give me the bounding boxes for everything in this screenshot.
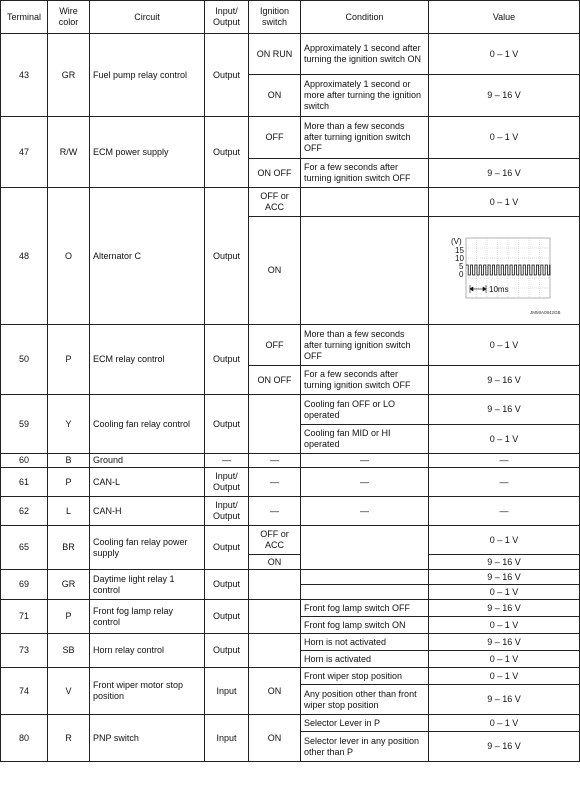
circuit-cell: ECM power supply	[90, 117, 205, 188]
value-cell: 0 – 1 V	[429, 188, 580, 217]
condition-cell: Any position other than front wiper stop position	[301, 685, 429, 715]
value-cell: 9 – 16 V	[429, 366, 580, 395]
tick-label: 0	[459, 270, 464, 279]
terminal-cell: 65	[1, 526, 48, 570]
terminal-cell: 73	[1, 634, 48, 668]
io-cell: Output	[205, 600, 249, 634]
value-cell: 0 – 1 V	[429, 325, 580, 366]
condition-cell: Front fog lamp switch ON	[301, 617, 429, 634]
wire-color-cell: P	[48, 600, 90, 634]
io-cell: Output	[205, 634, 249, 668]
condition-cell: Front wiper stop position	[301, 668, 429, 685]
circuit-cell: PNP switch	[90, 715, 205, 762]
value-cell: 9 – 16 V	[429, 555, 580, 570]
condition-cell: Horn is activated	[301, 651, 429, 668]
condition-cell: For a few seconds after turning ignition switch OFF	[301, 159, 429, 188]
condition-cell	[301, 585, 429, 600]
table-row	[1, 600, 580, 617]
wire-color-cell: R	[48, 715, 90, 762]
table-row	[1, 468, 580, 497]
condition-cell	[301, 570, 429, 585]
ignition-cell: ON	[249, 217, 301, 325]
terminal-cell: 47	[1, 117, 48, 188]
value-cell: 0 – 1 V	[429, 117, 580, 159]
table-row	[1, 715, 580, 732]
wire-color-cell: BR	[48, 526, 90, 570]
condition-cell: —	[301, 468, 429, 497]
figure-code: JMMIA0842GB	[530, 310, 561, 315]
value-cell: 9 – 16 V	[429, 570, 580, 585]
circuit-cell: CAN-H	[90, 497, 205, 526]
ignition-cell: ON OFF	[249, 159, 301, 188]
circuit-cell: Cooling fan relay power supply	[90, 526, 205, 570]
header-terminal: Terminal	[1, 1, 48, 34]
ignition-cell: OFF	[249, 117, 301, 159]
condition-cell: —	[301, 497, 429, 526]
value-cell: 9 – 16 V	[429, 685, 580, 715]
circuit-cell: ECM relay control	[90, 325, 205, 395]
io-cell: Output	[205, 34, 249, 117]
condition-cell	[301, 188, 429, 217]
terminal-cell: 71	[1, 600, 48, 634]
circuit-cell: CAN-L	[90, 468, 205, 497]
circuit-cell: Front fog lamp relay control	[90, 600, 205, 634]
table-row	[1, 497, 580, 526]
table-row	[1, 188, 580, 217]
wire-color-cell: P	[48, 468, 90, 497]
value-cell: 0 – 1 V	[429, 668, 580, 685]
terminal-cell: 60	[1, 454, 48, 468]
value-cell: —	[429, 468, 580, 497]
table-row	[1, 34, 580, 75]
table-row	[1, 325, 580, 366]
wire-color-cell: GR	[48, 570, 90, 600]
wire-color-cell: P	[48, 325, 90, 395]
condition-cell	[301, 217, 429, 325]
header-row	[1, 1, 580, 34]
wire-color-cell: L	[48, 497, 90, 526]
io-cell: Output	[205, 325, 249, 395]
io-cell: Output	[205, 188, 249, 325]
io-cell: Input/ Output	[205, 468, 249, 497]
io-cell: Output	[205, 526, 249, 570]
wire-color-cell: B	[48, 454, 90, 468]
condition-cell: —	[301, 454, 429, 468]
condition-cell	[301, 526, 429, 570]
wire-color-cell: R/W	[48, 117, 90, 188]
header-wire-color: Wire color	[48, 1, 90, 34]
terminal-cell: 61	[1, 468, 48, 497]
ignition-cell	[249, 570, 301, 600]
ignition-cell	[249, 600, 301, 634]
terminal-cell: 69	[1, 570, 48, 600]
ignition-cell: OFF or ACC	[249, 188, 301, 217]
tick-label: 10	[455, 254, 464, 263]
wire-color-cell: Y	[48, 395, 90, 454]
header-input-output: Input/ Output	[205, 1, 249, 34]
condition-cell: Selector Lever in P	[301, 715, 429, 732]
table-row	[1, 668, 580, 685]
ignition-cell: ON OFF	[249, 366, 301, 395]
ignition-cell: ON	[249, 75, 301, 117]
ignition-cell	[249, 395, 301, 454]
ignition-cell: —	[249, 497, 301, 526]
ignition-cell: ON RUN	[249, 34, 301, 75]
condition-cell: More than a few seconds after turning ignition switch OFF	[301, 117, 429, 159]
io-cell: —	[205, 454, 249, 468]
condition-cell: Approximately 1 second or more after turning the ignition switch	[301, 75, 429, 117]
value-cell: —	[429, 497, 580, 526]
terminal-cell: 74	[1, 668, 48, 715]
io-cell: Output	[205, 117, 249, 188]
tick-label: 5	[459, 262, 464, 271]
value-cell: 9 – 16 V	[429, 75, 580, 117]
value-cell: 9 – 16 V	[429, 395, 580, 425]
condition-cell: Cooling fan OFF or LO operated	[301, 395, 429, 425]
value-cell: 9 – 16 V	[429, 600, 580, 617]
ignition-cell: ON	[249, 715, 301, 762]
io-cell: Input	[205, 715, 249, 762]
value-cell: —	[429, 454, 580, 468]
time-marker	[470, 285, 486, 293]
waveform-unit: (V)	[451, 237, 462, 246]
circuit-cell: Cooling fan relay control	[90, 395, 205, 454]
condition-cell: Cooling fan MID or HI operated	[301, 425, 429, 454]
table-row	[1, 526, 580, 555]
circuit-cell: Alternator C	[90, 188, 205, 325]
table-row	[1, 117, 580, 159]
circuit-cell: Front wiper motor stop position	[90, 668, 205, 715]
condition-cell: Selector lever in any position other than P	[301, 732, 429, 762]
waveform-graph	[429, 217, 579, 321]
value-cell: 0 – 1 V	[429, 526, 580, 555]
value-cell: 0 – 1 V	[429, 425, 580, 454]
wire-color-cell: SB	[48, 634, 90, 668]
value-cell: 0 – 1 V	[429, 651, 580, 668]
header-circuit: Circuit	[90, 1, 205, 34]
header-value: Value	[429, 1, 580, 34]
ignition-cell: OFF or ACC	[249, 526, 301, 555]
wire-color-cell: V	[48, 668, 90, 715]
terminal-cell: 48	[1, 188, 48, 325]
ignition-cell: ON	[249, 555, 301, 570]
value-cell: 0 – 1 V	[429, 34, 580, 75]
ignition-cell: —	[249, 468, 301, 497]
tick-label: 15	[455, 246, 464, 255]
io-cell: Output	[205, 570, 249, 600]
terminal-cell: 59	[1, 395, 48, 454]
value-cell: 0 – 1 V	[429, 617, 580, 634]
time-label: 10ms	[489, 285, 509, 294]
value-cell: 0 – 1 V	[429, 715, 580, 732]
waveform-cell	[429, 217, 580, 325]
ignition-cell: ON	[249, 668, 301, 715]
circuit-cell: Horn relay control	[90, 634, 205, 668]
table-row	[1, 454, 580, 468]
io-cell: Output	[205, 395, 249, 454]
terminal-cell: 80	[1, 715, 48, 762]
circuit-cell: Fuel pump relay control	[90, 34, 205, 117]
table-row	[1, 395, 580, 425]
terminal-cell: 62	[1, 497, 48, 526]
ignition-cell: OFF	[249, 325, 301, 366]
condition-cell: Horn is not activated	[301, 634, 429, 651]
wire-color-cell: GR	[48, 34, 90, 117]
value-cell: 9 – 16 V	[429, 732, 580, 762]
condition-cell: Approximately 1 second after turning the ignition switch ON	[301, 34, 429, 75]
value-cell: 9 – 16 V	[429, 159, 580, 188]
terminal-cell: 50	[1, 325, 48, 395]
header-condition: Condition	[301, 1, 429, 34]
terminal-cell: 43	[1, 34, 48, 117]
io-cell: Input	[205, 668, 249, 715]
value-cell: 9 – 16 V	[429, 634, 580, 651]
condition-cell: For a few seconds after turning ignition switch OFF	[301, 366, 429, 395]
ignition-cell: —	[249, 454, 301, 468]
waveform-trace	[466, 265, 550, 275]
io-cell: Input/ Output	[205, 497, 249, 526]
condition-cell: Front fog lamp switch OFF	[301, 600, 429, 617]
table-row	[1, 570, 580, 585]
ignition-cell	[249, 634, 301, 668]
circuit-cell: Daytime light relay 1 control	[90, 570, 205, 600]
circuit-cell: Ground	[90, 454, 205, 468]
header-ignition-switch: Ignition switch	[249, 1, 301, 34]
wire-color-cell: O	[48, 188, 90, 325]
value-cell: 0 – 1 V	[429, 585, 580, 600]
table-row	[1, 634, 580, 651]
condition-cell: More than a few seconds after turning ignition switch OFF	[301, 325, 429, 366]
